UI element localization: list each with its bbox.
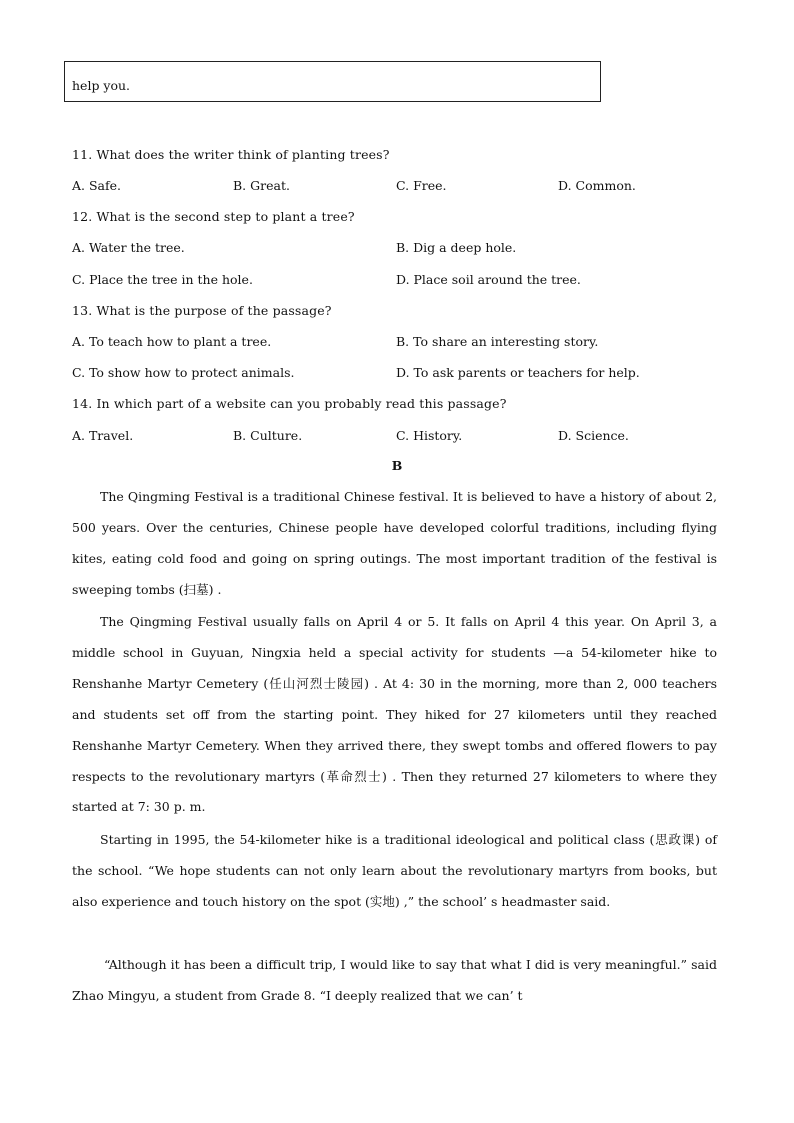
option-a: A. Travel. [72, 428, 134, 443]
option-a: A. Water the tree. [72, 240, 185, 255]
option-c: C. To show how to protect animals. [72, 365, 295, 380]
option-b: B. Culture. [233, 428, 303, 443]
option-a: A. Safe. [72, 178, 121, 193]
question-stem: 11. What does the writer think of planting trees? [72, 147, 390, 162]
option-c: C. Place the tree in the hole. [72, 272, 253, 287]
option-c: C. History. [396, 428, 463, 443]
passage-paragraph: The Qingming Festival usually falls on April 4 or 5. It falls on April 4 this year. On April 3, a middle school in Guyuan, Ningxia held a special activity for students —a 54-kilometer hike to Renshanhe Martyr Cemetery (任山河烈士陵园) . At 4: 30 in the morning, more than 2, 000 teachers and students set off from the starting point. They hiked for 27 kilometers until they reached Renshanhe Martyr Cemetery. When they arrived there, they swept tombs and offered flowers to pay respects to the revolutionary martyrs (革命烈士) . Then they returned 27 kilometers to where they started at 7: 30 p. m. [72, 614, 717, 815]
option-b: B. Great. [233, 178, 290, 193]
option-b: B. Dig a deep hole. [396, 240, 517, 255]
question-stem: 12. What is the second step to plant a tree? [72, 209, 355, 224]
question-stem: 14. In which part of a website can you probably read this passage? [72, 396, 507, 411]
option-c: C. Free. [396, 178, 447, 193]
option-b: B. To share an interesting story. [396, 334, 599, 349]
question-stem: 13. What is the purpose of the passage? [72, 303, 332, 318]
passage-paragraph: “Although it has been a difficult trip, I would like to say that what I did is very meaningful.” said Zhao Mingyu, a student from Grade 8. “I deeply realized that we can’ t [72, 957, 717, 1003]
option-d: D. To ask parents or teachers for help. [396, 365, 640, 380]
section-heading: B [391, 458, 403, 473]
option-d: D. Common. [558, 178, 636, 193]
passage-paragraph: The Qingming Festival is a traditional Chinese festival. It is believed to have a history of about 2, 500 years. Over the centuries, Chinese people have developed colorful traditions, including flying kites, eating cold food and going on spring outings. The most important tradition of the festival is sweeping tombs (扫墓) . [72, 489, 717, 597]
option-d: D. Science. [558, 428, 629, 443]
passage-paragraph: Starting in 1995, the 54-kilometer hike is a traditional ideological and political class (思政课) of the school. “We hope students can not only learn about the revolutionary martyrs from books, but also experience and touch history on the spot (实地) ,” the school’ s headmaster said. [72, 832, 717, 909]
text-box [64, 61, 601, 102]
option-d: D. Place soil around the tree. [396, 272, 581, 287]
option-a: A. To teach how to plant a tree. [72, 334, 272, 349]
box-text: help you. [72, 78, 131, 93]
